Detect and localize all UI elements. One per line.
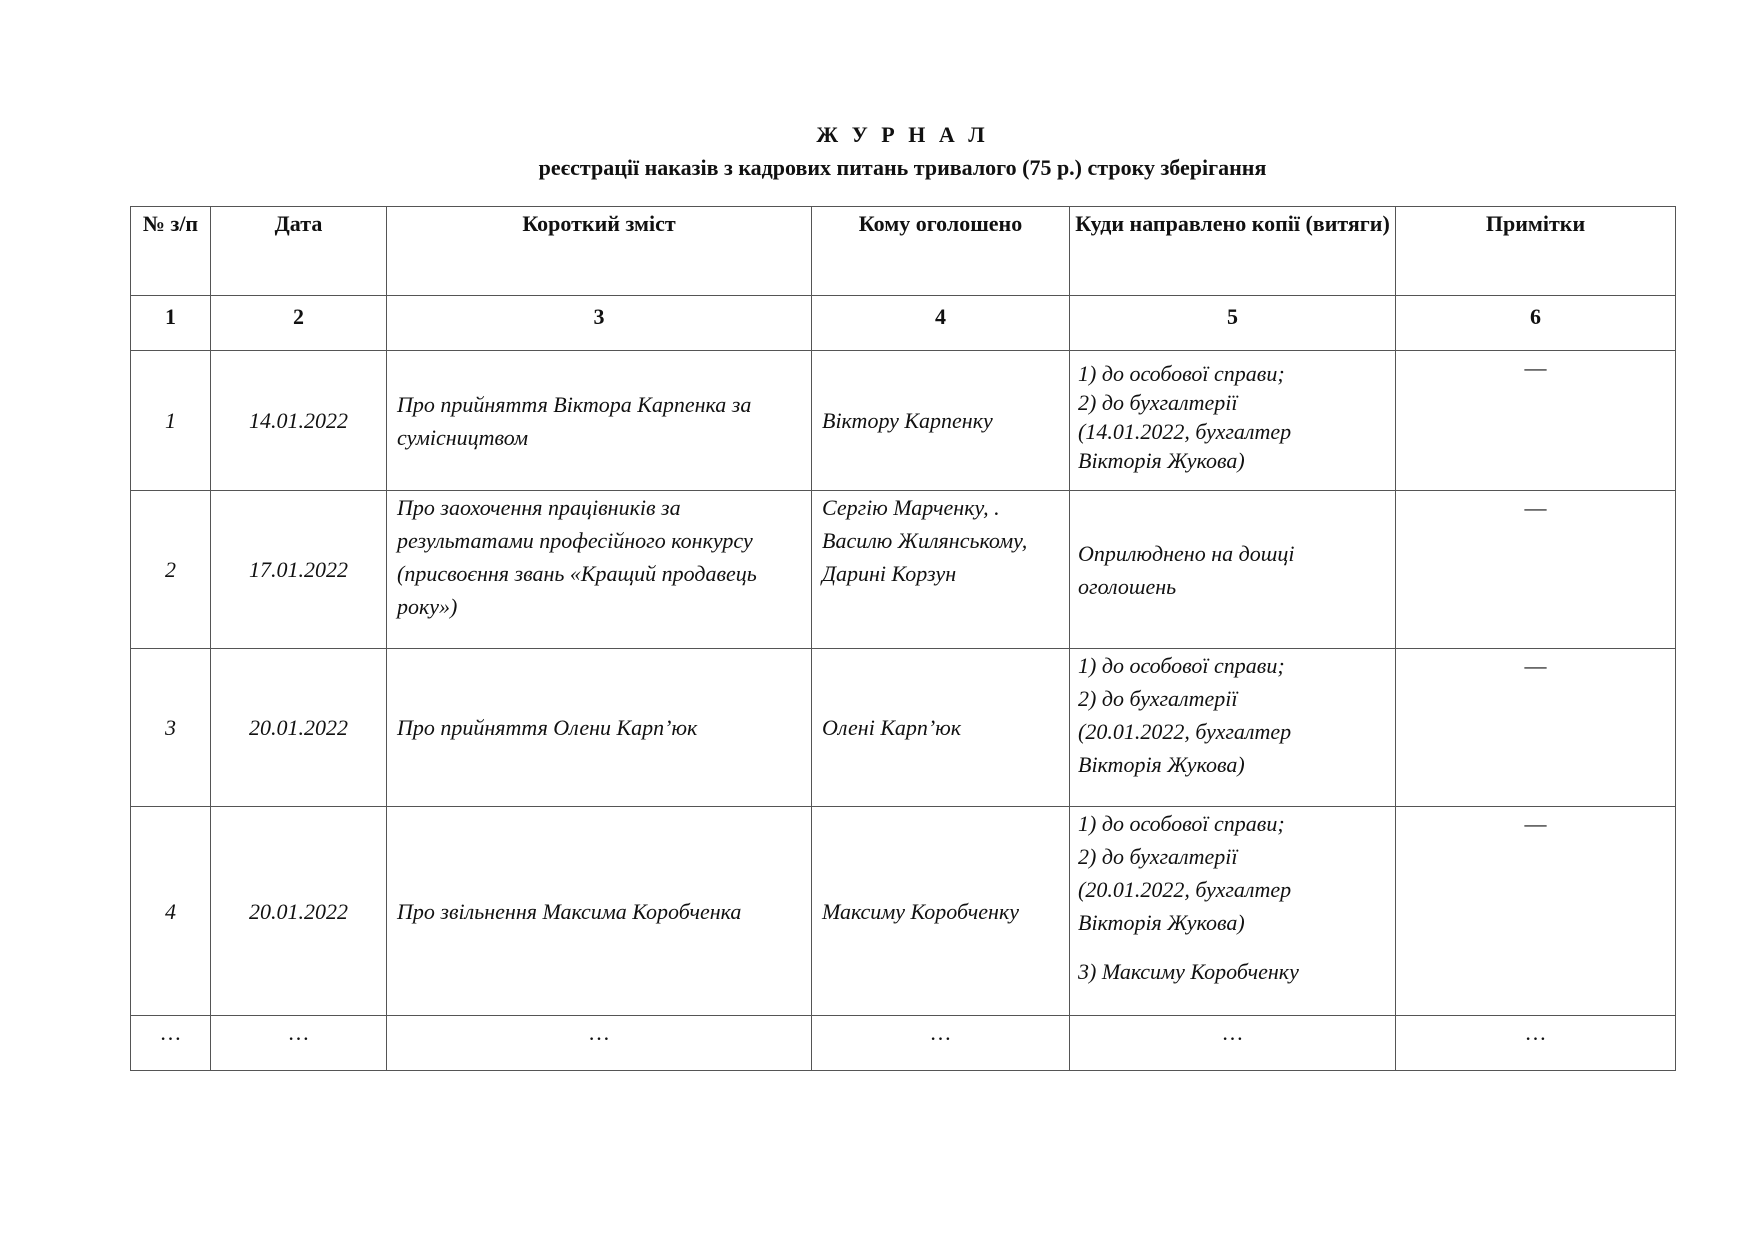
column-header-copies: Куди направлено копії (витяги) [1070,207,1396,296]
ellipsis-row [131,1016,1676,1071]
column-number: 6 [1396,296,1676,351]
column-number: 3 [387,296,812,351]
row-number: 2 [131,491,211,649]
row-copies [1070,351,1396,491]
table-row [131,807,1676,1016]
row-date: 20.01.2022 [211,807,387,1016]
notes-dash: — [1524,811,1547,836]
copy-line: 2) до бухгалтерії [1078,390,1238,415]
column-header-content: Короткий зміст [387,207,812,296]
copy-line: Вікторія Жукова) [1078,910,1245,935]
column-number: 2 [211,296,387,351]
row-announced-to: Олені Карп’юк [812,649,1070,807]
document-subtitle: реєстрації наказів з кадрових питань тривалого (75 р.) строку зберігання [538,155,1267,180]
row-copies [1070,649,1396,807]
row-notes [1396,649,1676,807]
column-header-date: Дата [211,207,387,296]
ellipsis-cell: … [1070,1016,1396,1071]
copy-line: (20.01.2022, бухгалтер [1078,877,1292,902]
row-number: 4 [131,807,211,1016]
column-number-row [131,296,1676,351]
ellipsis-cell: … [131,1016,211,1071]
row-content: Про прийняття Віктора Карпенка за сумісництвом [387,351,812,491]
row-number: 1 [131,351,211,491]
column-header-number: № з/п [131,207,211,296]
row-announced-to: Сергію Марченку, . Василю Жилянському, Дарині Корзун [812,491,1070,649]
row-copies [1070,807,1396,1016]
column-number: 5 [1070,296,1396,351]
row-content: Про заохочення працівників за результатами професійного конкурсу (присвоєння звань «Кращий продавець року») [387,491,812,649]
row-date: 17.01.2022 [211,491,387,649]
copy-line: (20.01.2022, бухгалтер [1078,719,1292,744]
notes-dash: — [1524,355,1547,380]
copy-line: Оприлюднено на дошці оголошень [1078,540,1295,599]
notes-dash: — [1524,495,1547,520]
copy-line: 3) Максиму Коробченку [1078,959,1299,984]
column-header-notes: Примітки [1396,207,1676,296]
ellipsis-cell: … [812,1016,1070,1071]
journal-table [130,206,1676,1071]
ellipsis-cell: … [387,1016,812,1071]
row-content: Про прийняття Олени Карп’юк [387,649,812,807]
row-number: 3 [131,649,211,807]
table-header-row [131,207,1676,296]
table-row [131,491,1676,649]
row-copies [1070,491,1396,649]
copy-line: 1) до особової справи; [1078,361,1285,386]
row-date: 20.01.2022 [211,649,387,807]
row-notes [1396,351,1676,491]
table-row [131,351,1676,491]
copy-line: 1) до особової справи; [1078,811,1285,836]
row-date: 14.01.2022 [211,351,387,491]
row-notes [1396,491,1676,649]
row-announced-to: Максиму Коробченку [812,807,1070,1016]
notes-dash: — [1524,653,1547,678]
row-notes [1396,807,1676,1016]
table-row [131,649,1676,807]
copy-line: 2) до бухгалтерії [1078,686,1238,711]
copy-line: 1) до особової справи; [1078,653,1285,678]
copy-line: (14.01.2022, бухгалтер [1078,419,1292,444]
ellipsis-cell: … [211,1016,387,1071]
copy-line: Вікторія Жукова) [1078,752,1245,777]
document-title-block [130,118,1675,184]
column-header-announced-to: Кому оголошено [812,207,1070,296]
column-number: 1 [131,296,211,351]
row-announced-to: Віктору Карпенку [812,351,1070,491]
document-title: Ж У Р Н А Л [816,122,989,147]
ellipsis-cell: … [1396,1016,1676,1071]
column-number: 4 [812,296,1070,351]
copy-spacer [1078,939,1395,955]
copy-line: Вікторія Жукова) [1078,448,1245,473]
copy-line: 2) до бухгалтерії [1078,844,1238,869]
row-content: Про звільнення Максима Коробченка [387,807,812,1016]
